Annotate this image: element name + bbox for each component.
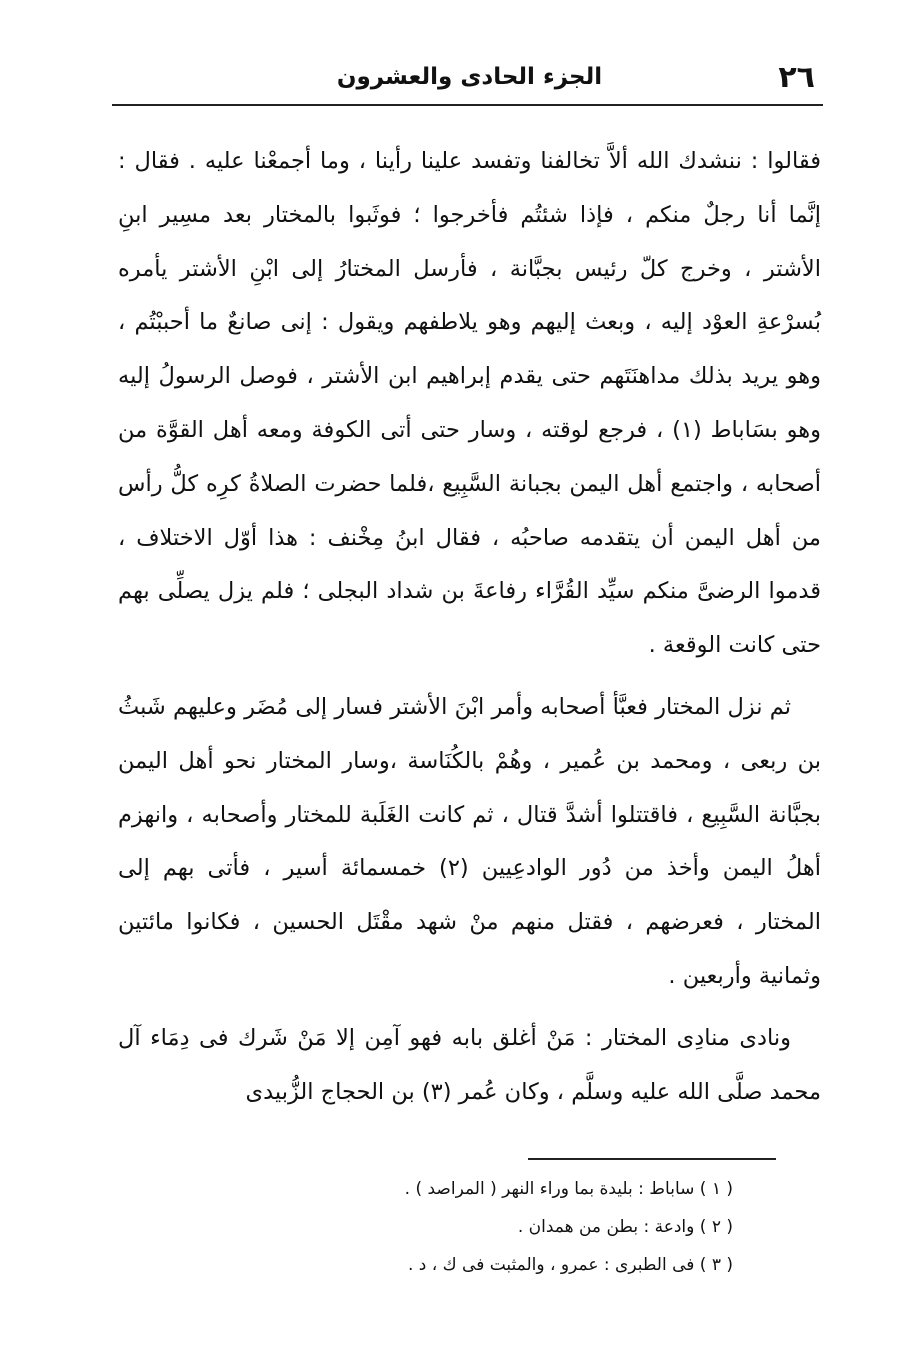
- footnote: ( ١ ) ساباط : بليدة بما وراء النهر ( المراصد ) .: [404, 1179, 733, 1199]
- page-number: ٢٦: [778, 60, 815, 95]
- paragraph: ونادى منادِى المختار : مَنْ أغلق بابه فهو آمِن إلا مَنْ شَرك فى دِمَاء آل محمد صلَّى الله عليه وسلَّم ، وكان عُمر (٣) بن الحجاج الزُّبيدى: [118, 1024, 821, 1105]
- running-title: الجزء الحادى والعشرون: [336, 64, 603, 90]
- header-rule: [112, 104, 823, 106]
- footnotes: [118, 1170, 733, 1284]
- main-text: [118, 135, 821, 1119]
- footnote-rule: [528, 1158, 776, 1160]
- footnote: ( ٣ ) فى الطبرى : عمرو ، والمثبت فى ك ، د .: [407, 1255, 733, 1275]
- footnote: ( ٢ ) وادعة : بطن من همدان .: [517, 1217, 733, 1237]
- paragraph: فقالوا : ننشدك الله ألاَّ تخالفنا وتفسد علينا رأينا ، وما أجمعْنا عليه . فقال : إنَّما أنا رجلٌ منكم ، فإذا شئتُم فأخرجوا ؛ فوثَبوا بالمختار بعد مسِير ابنِ الأشتر ، وخرج كلّ رئيس بجبَّانة ، فأرسل المختارُ إلى ابْنِ الأشتر يأمره بُسرْعةِ العوْد إليه ، وبعث إليهم وهو يلاطفهم ويقول : إنى صانعٌ ما أحببْتُم ، وهو يريد بذلك مداهنَتَهم حتى يقدم إبراهيم ابن الأشتر ، فوصل الرسولُ إليه وهو بسَاباط (١) ، فرجع لوقته ، وسار حتى أتى الكوفة ومعه أهل القوَّة من أصحابه ، واجتمع أهل اليمن بجبانة السَّبِيع ،فلما حضرت الصلاةُ كرِه كلُّ رأس من أهل اليمن أن يتقدمه صاحبُه ، فقال ابنُ مِخْنف : هذا أوّل الاختلاف ، قدموا الرضىَّ منكم سيِّد القُرَّاء رفاعةَ بن شداد البجلى ؛ فلم يزل يصلِّى بهم حتى كانت الوقعة .: [118, 148, 821, 659]
- paragraph: ثم نزل المختار فعبَّأ أصحابه وأمر ابْنَ الأشتر فسار إلى مُضَر وعليهم شَبثُ بن ربعى ، ومحمد بن عُمير ، وهُمْ بالكُنَاسة ،وسار المختار نحو أهل اليمن بجبَّانة السَّبِيع ، فاقتتلوا أشدَّ قتال ، ثم كانت الغَلَبة للمختار وأصحابه ، وانهزم أهلُ اليمن وأخذ من دُور الوادعِيين (٢) خمسمائة أسير ، فأتى بهم إلى المختار ، فعرضهم ، فقتل منهم منْ شهد مقْتَل الحسين ، فكانوا مائتين وثمانية وأربعين .: [118, 693, 821, 989]
- page-header: [118, 58, 821, 102]
